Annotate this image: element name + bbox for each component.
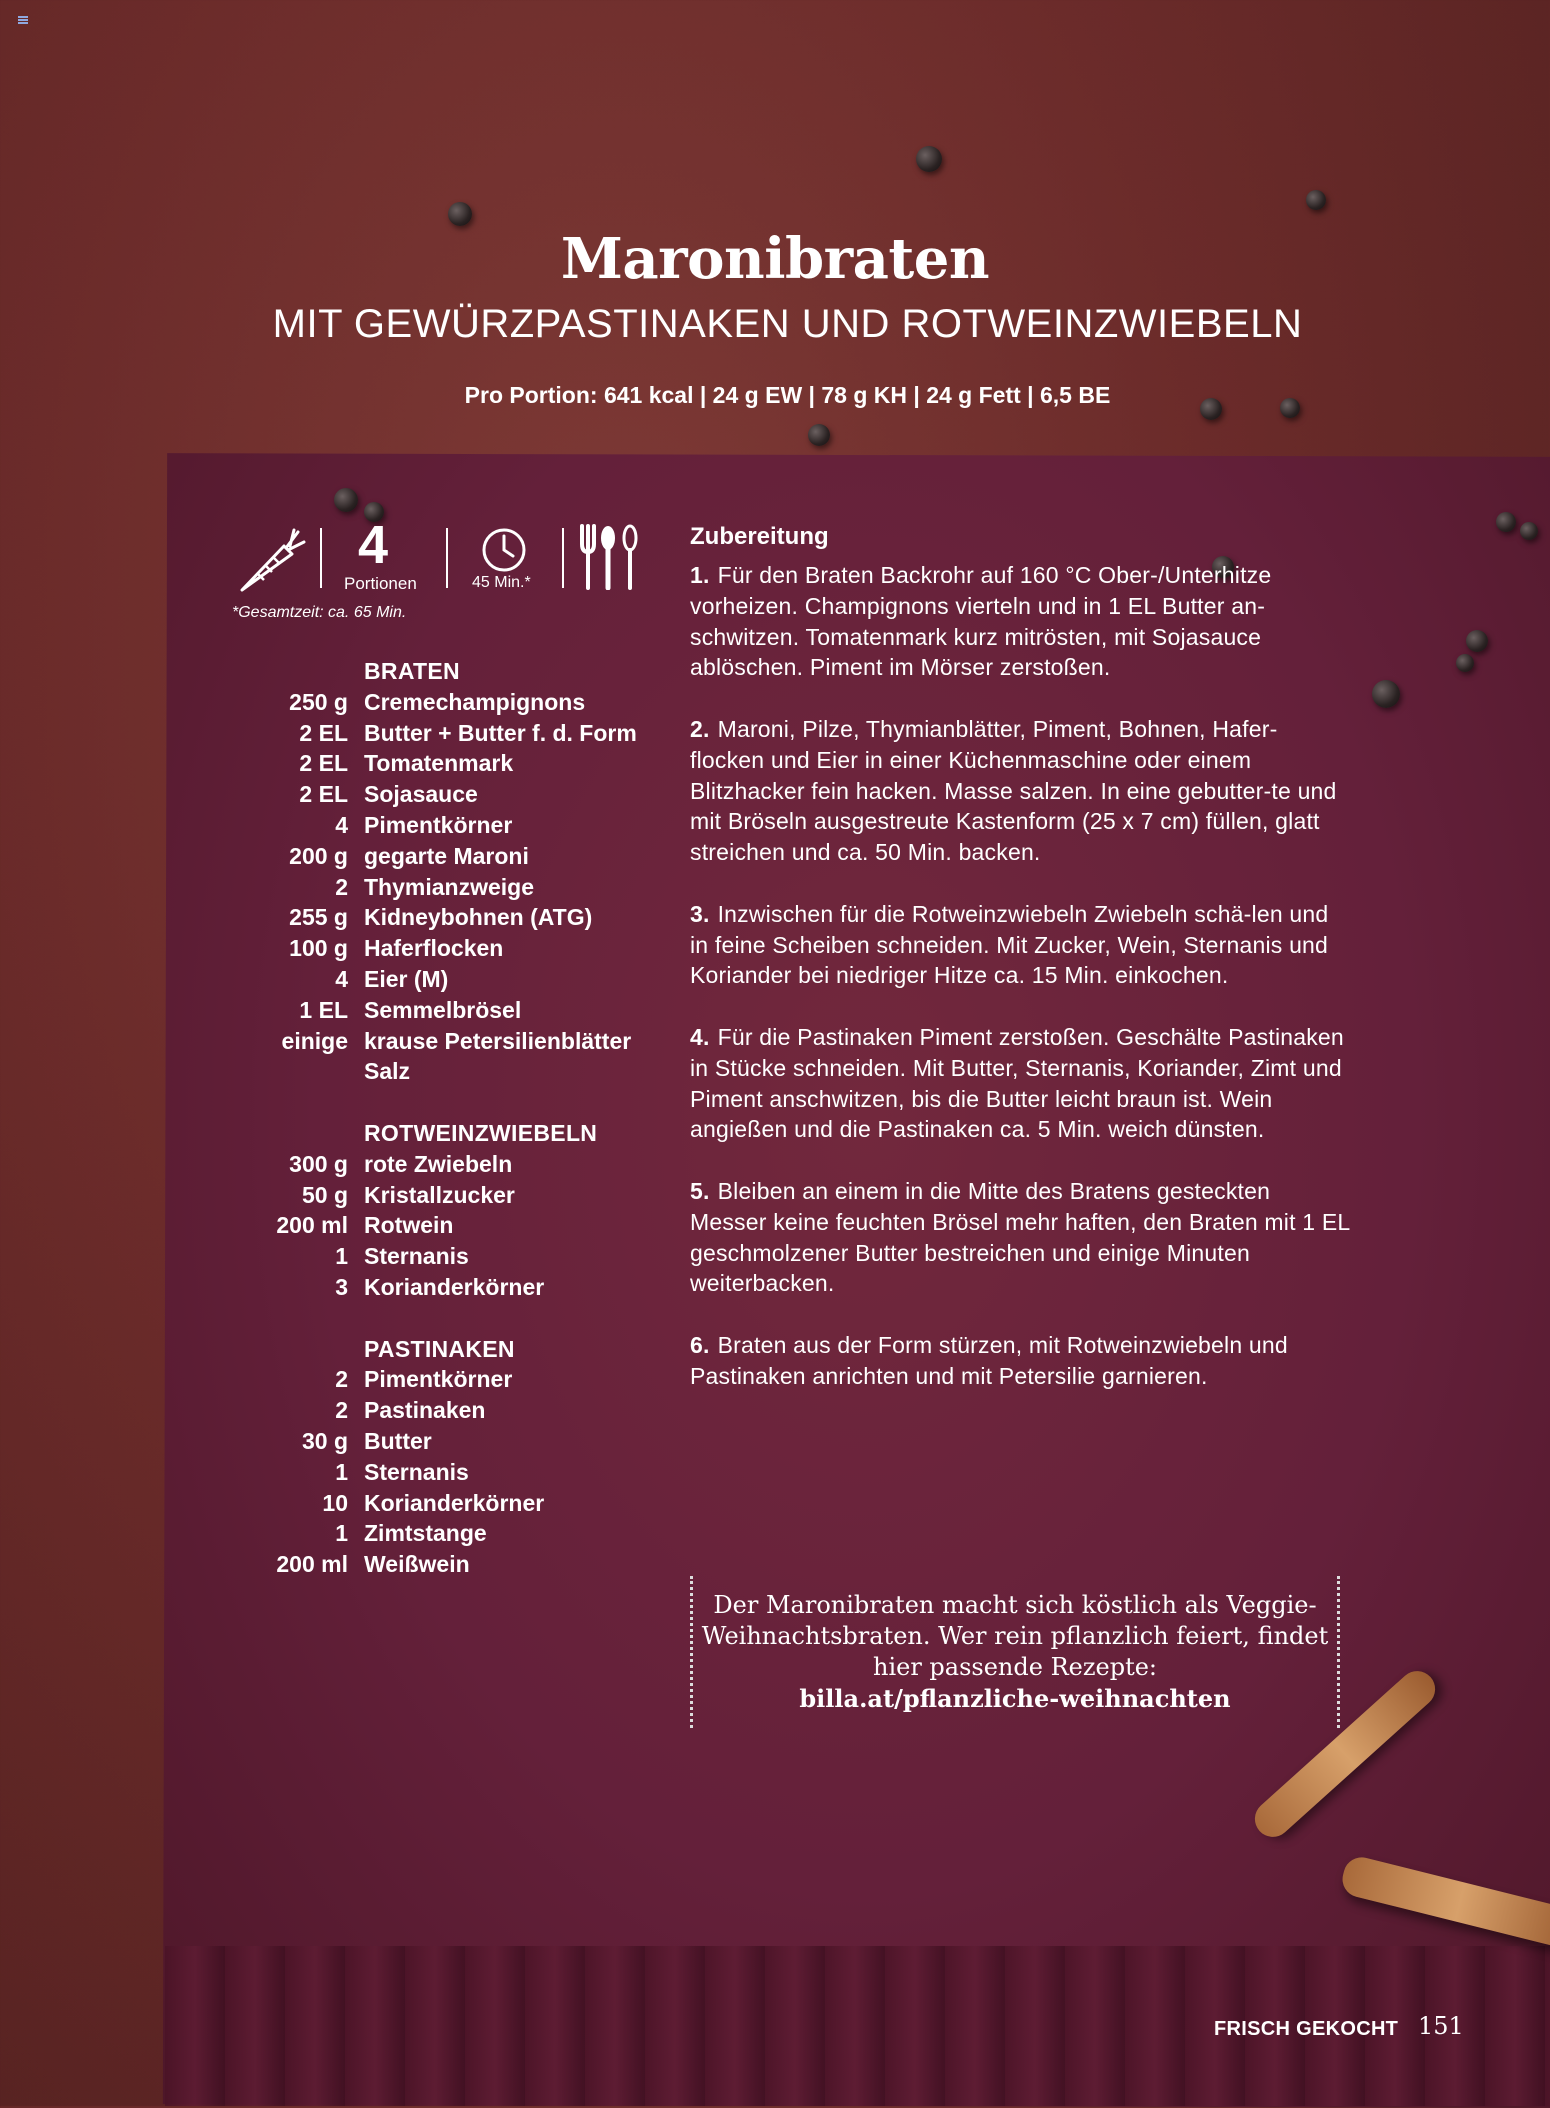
ingredient-name: Korianderkörner <box>364 1273 545 1300</box>
ingredient-row <box>250 748 680 779</box>
ingredient-row <box>250 1549 680 1580</box>
ingredient-name: Pimentkörner <box>364 1366 513 1393</box>
ingredient-name: Thymianzweige <box>364 873 534 900</box>
step-text: Maroni, Pilze, Thymianblätter, Piment, Bohnen, Hafer-flocken und Eier in einer Küchenmaschine oder einem Blitzhacker fein hacken. Masse salzen. In eine gebutter-te und mit Bröseln ausgestreute Kastenform (25 x 7 cm) füllen, glatt streichen und ca. 50 Min. backen. <box>690 715 1337 866</box>
ingredient-name: Cremechampignons <box>364 688 586 715</box>
peppercorn-image <box>448 202 472 226</box>
tip-text: Der Maronibraten macht sich köstlich als Veggie-Weihnachtsbraten. Wer rein pflanzlich feiert, findet hier passende Rezepte: <box>701 1591 1329 1681</box>
ingredient-qty: 4 <box>335 965 348 992</box>
section-label: FRISCH GEKOCHT <box>1214 2018 1399 2040</box>
recipe-meta <box>236 515 646 600</box>
step-number: 5. <box>690 1177 710 1204</box>
ingredient-name: Korianderkörner <box>364 1489 545 1516</box>
total-time-note: *Gesamtzeit: ca. 65 Min. <box>232 604 407 621</box>
ingredient-qty: 2 EL <box>299 781 348 808</box>
ingredient-row <box>250 1426 680 1457</box>
ingredient-name: Sternanis <box>364 1458 469 1485</box>
ingredient-qty: 2 <box>335 873 348 900</box>
ingredient-row <box>250 1180 680 1211</box>
ingredient-row <box>250 718 680 749</box>
portions-number: 4 <box>358 515 389 575</box>
recipe-subtitle: MIT GEWÜRZPASTINAKEN UND ROTWEINZWIEBELN <box>272 302 1303 346</box>
ingredient-qty: 1 <box>335 1243 348 1270</box>
preparation-step <box>690 899 1350 991</box>
ingredient-row <box>250 1149 680 1180</box>
step-number: 2. <box>690 715 710 742</box>
ingredient-group-heading: BRATEN <box>364 658 460 684</box>
ingredient-row <box>250 1395 680 1426</box>
ingredient-qty: 2 EL <box>299 719 348 746</box>
preparation-step <box>690 560 1350 683</box>
ingredient-name: Zimtstange <box>364 1520 487 1547</box>
ingredient-group-heading: ROTWEINZWIEBELN <box>364 1119 598 1146</box>
ingredients-list <box>250 656 680 1611</box>
step-text: Bleiben an einem in die Mitte des Bratens gesteckten Messer keine feuchten Brösel mehr haften, den Braten mit 1 EL geschmolzener Butter bestreichen und einige Minuten weiterbacken. <box>690 1177 1350 1297</box>
ingredient-row <box>250 902 680 933</box>
cutlery-icon <box>576 524 640 590</box>
recipe-title: Maronibraten <box>560 226 990 292</box>
preparation-step <box>690 1176 1350 1299</box>
ingredient-name: Sojasauce <box>364 781 478 808</box>
carrot-icon <box>236 526 306 596</box>
ingredient-name: gegarte Maroni <box>364 842 529 869</box>
peppercorn-image <box>1456 654 1474 672</box>
ingredient-qty: 3 <box>335 1273 348 1300</box>
step-number: 6. <box>690 1331 710 1358</box>
ingredient-row <box>250 1026 680 1057</box>
ingredient-row <box>250 779 680 810</box>
tip-link[interactable]: billa.at/pflanzliche-weihnachten <box>799 1684 1231 1713</box>
ingredient-name: rote Zwiebeln <box>364 1150 513 1177</box>
ingredient-name: Semmelbrösel <box>364 996 522 1023</box>
preparation-heading: Zubereitung <box>690 523 829 550</box>
ingredient-row <box>250 1488 680 1519</box>
nutrition-info: Pro Portion: 641 kcal | 24 g EW | 78 g KH | 24 g Fett | 6,5 BE <box>464 382 1111 408</box>
ingredient-name: Pastinaken <box>364 1397 486 1424</box>
ingredient-qty: 200 ml <box>276 1212 348 1239</box>
ingredient-name: Haferflocken <box>364 935 504 962</box>
ingredient-qty <box>250 1056 364 1087</box>
ingredient-qty: 255 g <box>289 904 348 931</box>
peppercorn-image <box>334 488 358 512</box>
step-text: Inzwischen für die Rotweinzwiebeln Zwiebeln schä-len und in feine Scheiben schneiden. Mit Zucker, Wein, Sternanis und Koriander bei niedriger Hitze ca. 15 Min. einkochen. <box>690 900 1329 989</box>
step-number: 4. <box>690 1023 710 1050</box>
tip-box <box>690 1576 1340 1728</box>
ingredient-qty: 200 ml <box>276 1551 348 1578</box>
ingredient-name: Kristallzucker <box>364 1181 515 1208</box>
preparation-step <box>690 714 1350 868</box>
meta-divider <box>562 528 564 588</box>
ingredient-name: krause Petersilienblätter <box>364 1027 632 1054</box>
step-text: Für den Braten Backrohr auf 160 °C Ober-/Unterhitze vorheizen. Champignons vierteln und in 1 EL Butter an-schwitzen. Tomatenmark kurz mitrösten, mit Sojasauce ablöschen. Piment im Mörser zerstoßen. <box>690 562 1272 681</box>
ingredient-name: Rotwein <box>364 1212 454 1239</box>
ingredient-qty: 2 <box>335 1397 348 1424</box>
ingredient-row <box>250 1457 680 1488</box>
ingredient-row <box>250 1241 680 1272</box>
ingredient-group-pastinaken <box>250 1334 680 1580</box>
ingredient-name: Pimentkörner <box>364 811 513 838</box>
ingredient-name: Butter <box>364 1427 432 1454</box>
ingredient-qty: 10 <box>322 1489 348 1516</box>
ingredient-qty: 1 <box>335 1520 348 1547</box>
ingredient-row <box>250 933 680 964</box>
ingredient-group-braten <box>250 656 680 1087</box>
page-number: 151 <box>1418 2012 1464 2040</box>
ingredient-row <box>250 1056 680 1087</box>
ingredient-qty: 1 EL <box>299 996 348 1023</box>
peppercorn-image <box>1466 630 1488 652</box>
ingredient-qty: 200 g <box>289 842 348 869</box>
ingredient-qty: 1 <box>335 1458 348 1485</box>
ingredient-qty: 30 g <box>301 1427 348 1454</box>
preparation-step <box>690 1022 1350 1145</box>
ingredient-row <box>250 841 680 872</box>
peppercorn-image <box>808 424 830 446</box>
peppercorn-image <box>916 146 942 172</box>
ingredient-row <box>250 1210 680 1241</box>
ingredient-qty: 250 g <box>289 688 348 715</box>
ingredient-row <box>250 1364 680 1395</box>
step-text: Für die Pastinaken Piment zerstoßen. Geschälte Pastinaken in Stücke schneiden. Mit Butter, Sternanis, Koriander, Zimt und Piment anschwitzen, bis die Butter leicht braun ist. Wein angießen und die Pastinaken ca. 5 Min. weich dünsten. <box>690 1023 1344 1143</box>
ingredient-group-heading: PASTINAKEN <box>364 1335 515 1362</box>
meta-divider <box>320 528 322 588</box>
ingredient-row <box>250 995 680 1026</box>
ingredient-group-rotweinzwiebeln <box>250 1118 680 1303</box>
ingredient-name: Butter + Butter f. d. Form <box>364 719 637 746</box>
menu-icon[interactable] <box>18 16 28 24</box>
ingredient-name: Sternanis <box>364 1243 469 1270</box>
peppercorn-image <box>1496 512 1516 532</box>
ingredient-qty: 4 <box>335 811 348 838</box>
step-number: 1. <box>690 562 710 588</box>
portions-label: Portionen <box>344 574 417 593</box>
meta-divider <box>446 528 448 588</box>
preparation-section <box>690 520 1350 1422</box>
ingredient-name: Eier (M) <box>364 965 449 992</box>
ingredient-row <box>250 1518 680 1549</box>
ingredient-name: Weißwein <box>364 1551 470 1578</box>
clock-icon <box>480 526 528 574</box>
peppercorn-image <box>1520 522 1538 540</box>
step-number: 3. <box>690 900 710 927</box>
ingredient-qty: 2 EL <box>299 750 348 777</box>
preparation-step <box>690 1330 1350 1392</box>
cooking-time: 45 Min.* <box>472 574 531 591</box>
ingredient-qty: 100 g <box>289 935 348 962</box>
ingredient-row <box>250 964 680 995</box>
step-text: Braten aus der Form stürzen, mit Rotweinzwiebeln und Pastinaken anrichten und mit Petersilie garnieren. <box>690 1331 1288 1389</box>
ingredient-row <box>250 810 680 841</box>
ingredient-qty: einige <box>281 1027 348 1054</box>
ingredient-qty: 300 g <box>289 1150 348 1177</box>
ingredient-row <box>250 687 680 718</box>
ingredient-name: Kidneybohnen (ATG) <box>364 904 593 931</box>
peppercorn-image <box>1372 680 1400 708</box>
ingredient-name: Salz <box>364 1058 411 1085</box>
ingredient-row <box>250 1272 680 1303</box>
ingredient-name: Tomatenmark <box>364 750 514 777</box>
ingredient-row <box>250 872 680 903</box>
ingredient-qty: 2 <box>335 1366 348 1393</box>
ingredient-qty: 50 g <box>301 1181 348 1208</box>
peppercorn-image <box>1306 190 1326 210</box>
